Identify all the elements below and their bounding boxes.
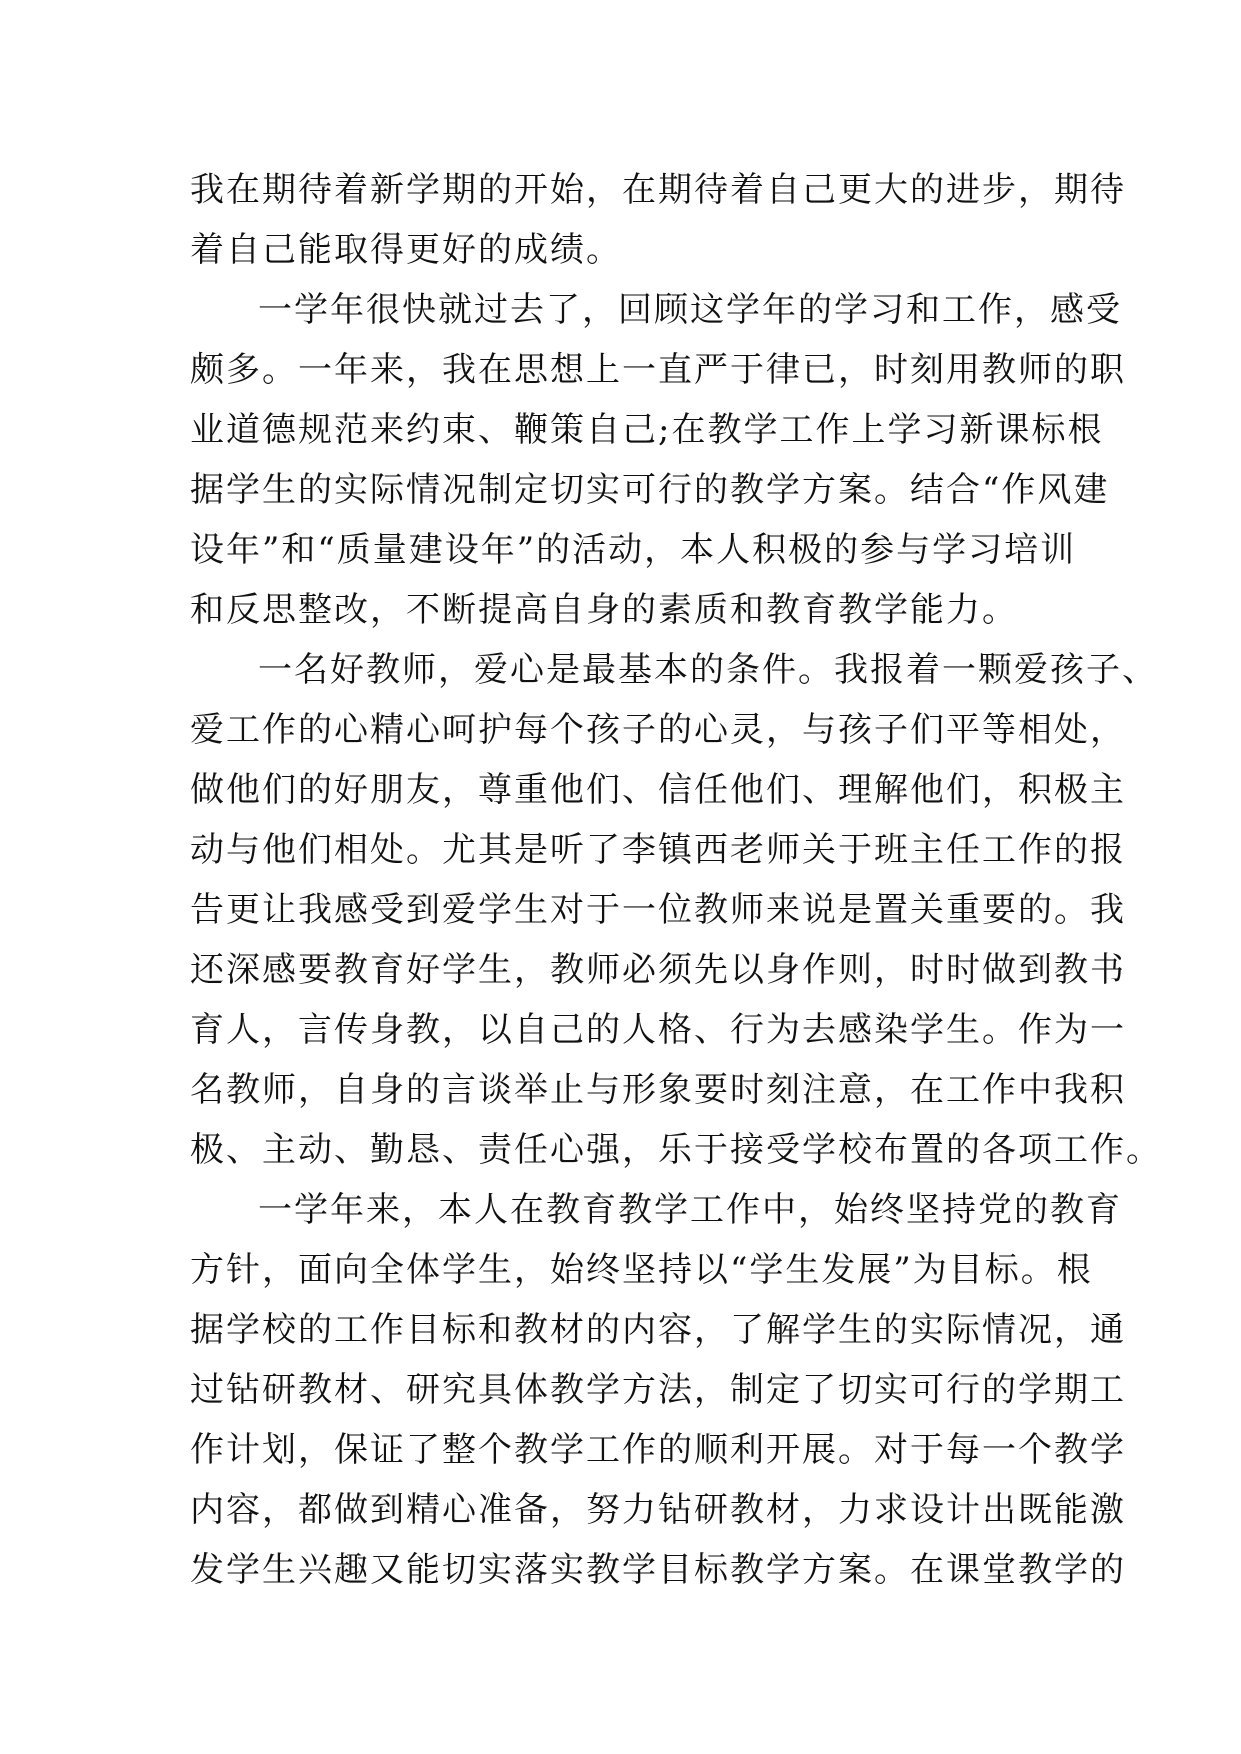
text-line: 动与他们相处。尤其是听了李镇西老师关于班主任工作的报 — [190, 830, 1126, 870]
document-body — [190, 160, 1162, 1600]
text-line: 极、主动、勤恳、责任心强，乐于接受学校布置的各项工作。 — [190, 1130, 1162, 1170]
text-line: 据学生的实际情况制定切实可行的教学方案。结合“作风建 — [190, 470, 1110, 510]
text-line: 名教师，自身的言谈举止与形象要时刻注意，在工作中我积 — [190, 1070, 1126, 1110]
text-line: 一名好教师，爱心是最基本的条件。我报着一颗爱孩子、 — [258, 650, 1158, 690]
text-line: 告更让我感受到爱学生对于一位教师来说是置关重要的。我 — [190, 890, 1126, 930]
text-line: 做他们的好朋友，尊重他们、信任他们、理解他们，积极主 — [190, 770, 1126, 810]
text-line: 爱工作的心精心呵护每个孩子的心灵，与孩子们平等相处， — [190, 710, 1126, 750]
text-line: 育人，言传身教，以自己的人格、行为去感染学生。作为一 — [190, 1010, 1126, 1050]
text-line: 据学校的工作目标和教材的内容，了解学生的实际情况，通 — [190, 1310, 1126, 1350]
text-line: 着自己能取得更好的成绩。 — [190, 230, 622, 270]
text-line: 一学年很快就过去了，回顾这学年的学习和工作，感受 — [258, 290, 1122, 330]
text-line: 内容，都做到精心准备，努力钻研教材，力求设计出既能激 — [190, 1490, 1126, 1530]
text-line: 一学年来，本人在教育教学工作中，始终坚持党的教育 — [258, 1190, 1122, 1230]
text-line: 发学生兴趣又能切实落实教学目标教学方案。在课堂教学的 — [190, 1550, 1126, 1590]
text-line: 作计划，保证了整个教学工作的顺利开展。对于每一个教学 — [190, 1430, 1126, 1470]
text-line: 设年”和“质量建设年”的活动，本人积极的参与学习培训 — [190, 530, 1077, 570]
text-line: 过钻研教材、研究具体教学方法，制定了切实可行的学期工 — [190, 1370, 1126, 1410]
text-line: 我在期待着新学期的开始，在期待着自己更大的进步，期待 — [190, 170, 1126, 210]
text-line: 和反思整改，不断提高自身的素质和教育教学能力。 — [190, 590, 1018, 630]
text-line: 还深感要教育好学生，教师必须先以身作则，时时做到教书 — [190, 950, 1126, 990]
text-line: 颇多。一年来，我在思想上一直严于律已，时刻用教师的职 — [190, 350, 1126, 390]
text-line: 方针，面向全体学生，始终坚持以“学生发展”为目标。根 — [190, 1250, 1093, 1290]
text-line: 业道德规范来约束、鞭策自己;在教学工作上学习新课标根 — [190, 410, 1104, 450]
